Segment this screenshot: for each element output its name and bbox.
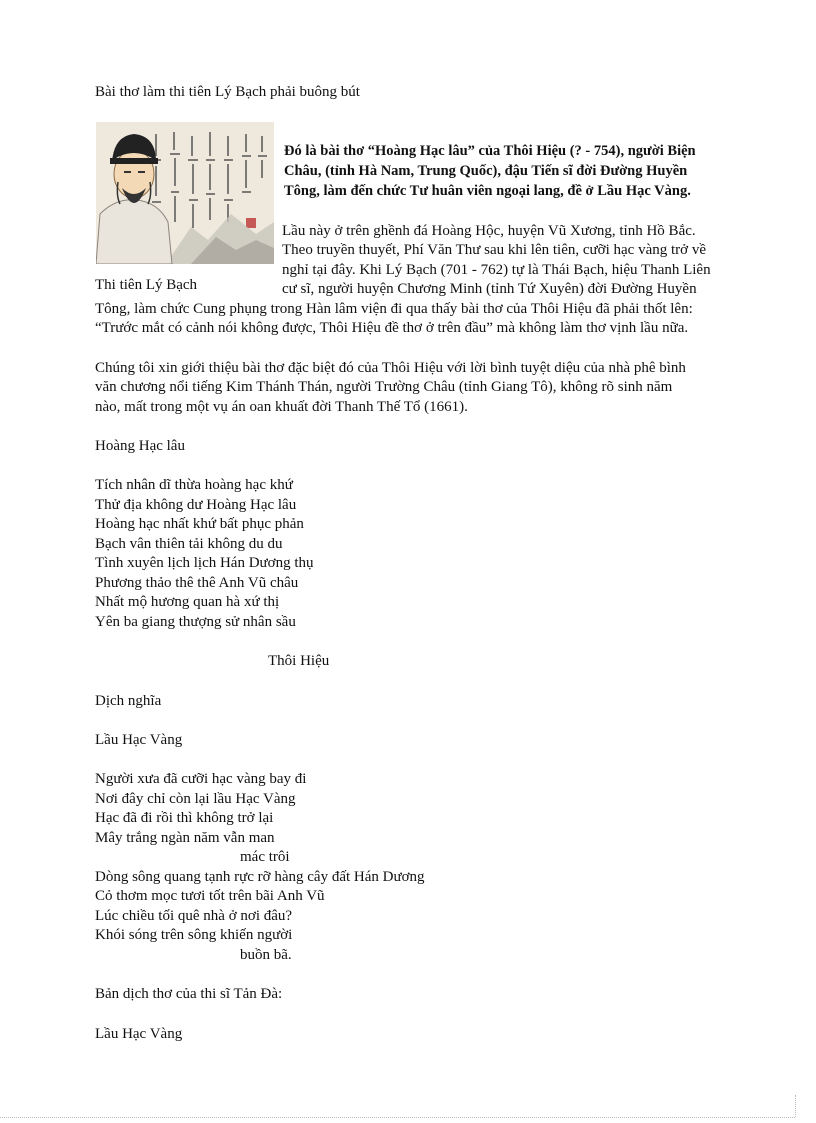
intro-line-3: Tông, làm đến chức Tư huân viên ngoại lang, đề ở Lầu Hạc Vàng. — [284, 183, 691, 199]
poem-line: Phương thảo thê thê Anh Vũ châu — [95, 575, 299, 591]
poem-title: Hoàng Hạc lâu — [95, 438, 185, 454]
intro-line-1: Đó là bài thơ “Hoàng Hạc lâu” của Thôi Hiệu (? - 754), người Biện — [284, 143, 696, 159]
translation-line: Lúc chiều tối quê nhà ở nơi đâu? — [95, 908, 293, 924]
portrait-image-li-bai — [96, 122, 274, 264]
translation-line: Cỏ thơm mọc tươi tốt trên bãi Anh Vũ — [95, 888, 325, 904]
translation-title: Lầu Hạc Vàng — [95, 732, 183, 748]
poem-line: Tình xuyên lịch lịch Hán Dương thụ — [95, 555, 314, 571]
para2-line-1: Chúng tôi xin giới thiệu bài thơ đặc biệt đó của Thôi Hiệu với lời bình tuyệt diệu của nhà phê bình — [95, 360, 686, 376]
translation-label: Dịch nghĩa — [95, 693, 162, 709]
poem-line: Bạch vân thiên tải không du du — [95, 536, 283, 552]
intro-line-2: Châu, (tỉnh Hà Nam, Trung Quốc), đậu Tiến sĩ đời Đường Huyền — [284, 163, 688, 179]
translation-line: Khói sóng trên sông khiến người — [95, 927, 293, 943]
para2-line-3: nào, mất trong một vụ án oan khuất đời Thanh Thế Tổ (1661). — [95, 399, 468, 415]
portrait-caption: Thi tiên Lý Bạch — [95, 277, 198, 293]
poem-line: Nhất mộ hương quan hà xứ thị — [95, 594, 280, 610]
poem-line: Hoàng hạc nhất khứ bất phục phản — [95, 516, 304, 532]
poem-line: Tích nhân dĩ thừa hoàng hạc khứ — [95, 477, 293, 493]
translation-line: Hạc đã đi rồi thì không trở lại — [95, 810, 274, 826]
translation-line-continued: mác trôi — [240, 849, 290, 865]
poem-line: Thử địa không dư Hoàng Hạc lâu — [95, 497, 297, 513]
para1-line-1: Lầu này ở trên ghềnh đá Hoàng Hộc, huyện Vũ Xương, tỉnh Hồ Bắc. — [282, 223, 696, 239]
translation-line-continued: buồn bã. — [240, 947, 292, 963]
para2-line-2: văn chương nổi tiếng Kim Thánh Thán, người Trường Châu (tỉnh Giang Tô), không rõ sinh năm — [95, 379, 673, 395]
para1-line-2: Theo truyền thuyết, Phí Văn Thư sau khi lên tiên, cưỡi hạc vàng trở về — [282, 242, 706, 258]
poem-author: Thôi Hiệu — [268, 653, 330, 669]
para1-line-6: “Trước mắt có cảnh nói không được, Thôi Hiệu đề thơ ở trên đầu” mà không làm thơ vịnh lầu nữa. — [95, 320, 689, 336]
translation-line: Người xưa đã cưỡi hạc vàng bay đi — [95, 771, 307, 787]
para1-line-5: Tông, làm chức Cung phụng trong Hàn lâm viện đi qua thấy bài thơ của Thôi Hiệu đã phải thốt lên: — [95, 301, 693, 317]
heading: Bài thơ làm thi tiên Lý Bạch phải buông bút — [95, 84, 360, 100]
translation-line: Nơi đây chỉ còn lại lầu Hạc Vàng — [95, 791, 296, 807]
tan-da-title: Lầu Hạc Vàng — [95, 1026, 183, 1042]
tan-da-label: Bản dịch thơ của thi sĩ Tản Đà: — [95, 986, 283, 1002]
para1-line-4: cư sĩ, người huyện Chương Minh (tỉnh Tứ Xuyên) đời Đường Huyền — [282, 281, 697, 297]
para1-line-3: nghỉ tại đây. Khi Lý Bạch (701 - 762) tự là Thái Bạch, hiệu Thanh Liên — [282, 262, 711, 278]
translation-line: Dòng sông quang tạnh rực rỡ hàng cây đất Hán Dương — [95, 869, 425, 885]
poem-line: Yên ba giang thượng sử nhân sầu — [95, 614, 296, 630]
page-margin-dotted-line — [0, 1117, 795, 1118]
page-corner-dotted-line — [795, 1095, 796, 1117]
translation-line: Mây trắng ngàn năm vẫn man — [95, 830, 275, 846]
